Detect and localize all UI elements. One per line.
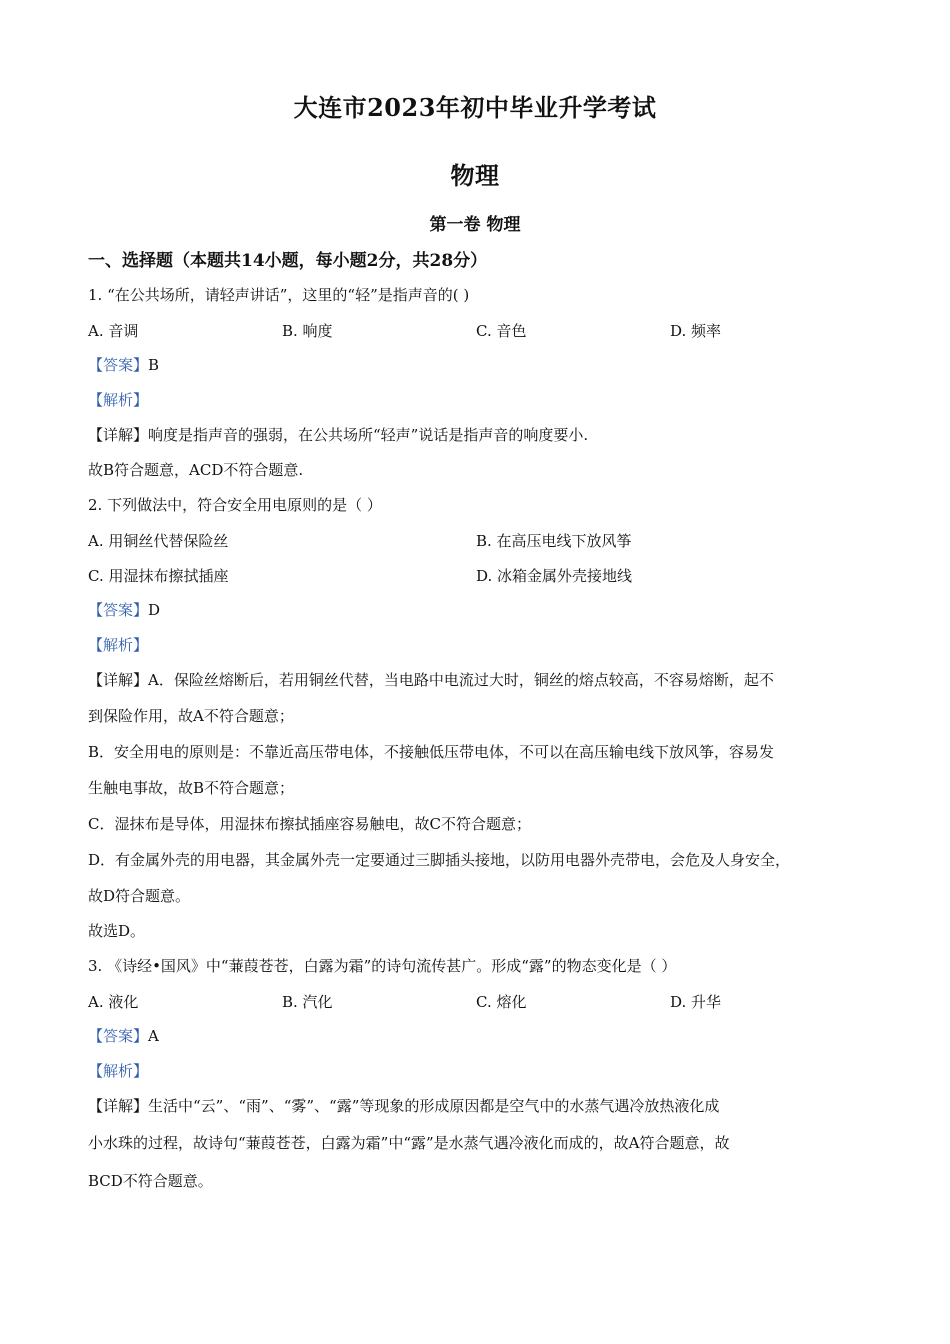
q2-detail-line-7: 故D符合题意。 (88, 887, 191, 905)
detail-tag: 【详解】 (88, 671, 149, 689)
q2-answer-line (88, 600, 160, 620)
q1-detail-line (88, 425, 588, 445)
q2-analysis-tag: 【解析】 (88, 636, 149, 654)
q3-answer-line (88, 1026, 159, 1046)
q2-detail-line-2: 到保险作用，故A不符合题意； (88, 707, 294, 725)
q2-detail-line-3: B．安全用电的原则是：不靠近高压带电体，不接触低压带电体，不可以在高压输电线下放风筝，容易发 (88, 743, 775, 761)
q2-detail-line-1 (88, 670, 774, 690)
q3-answer: A (148, 1027, 159, 1045)
q1-option-a: A. 音调 (88, 322, 139, 340)
q1-detail: 响度是指声音的强弱，在公共场所“轻声”说话是指声音的响度要小. (148, 426, 589, 444)
q2-detail-line-6: D．有金属外壳的用电器，其金属外壳一定要通过三脚插头接地，以防用电器外壳带电，会危及人身安全， (88, 851, 791, 869)
subject-title: 物理 (450, 161, 500, 190)
q2-option-c: C. 用湿抹布擦拭插座 (88, 567, 229, 585)
q2-detail-text: A．保险丝熔断后，若用铜丝代替，当电路中电流过大时，铜丝的熔点较高，不容易熔断，起不 (148, 671, 774, 689)
q1-analysis-tag: 【解析】 (88, 391, 149, 409)
q2-detail-line-4: 生触电事故，故B不符合题意； (88, 779, 295, 797)
q1-option-d: D. 频率 (670, 322, 722, 340)
q3-option-d: D. 升华 (670, 993, 722, 1011)
q2-detail-line-5: C．湿抹布是导体，用湿抹布擦拭插座容易触电，故C不符合题意； (88, 815, 531, 833)
q2-stem: 2. 下列做法中，符合安全用电原则的是（ ） (88, 496, 382, 514)
q2-detail-line-8: 故选D。 (88, 922, 146, 940)
exam-title: 大连市2023年初中毕业升学考试 (293, 93, 657, 122)
q1-option-c: C. 音色 (476, 322, 527, 340)
answer-tag: 【答案】 (88, 1027, 149, 1045)
q1-conclusion: 故B符合题意，ACD不符合题意. (88, 461, 304, 479)
q3-analysis-tag: 【解析】 (88, 1062, 149, 1080)
q3-detail-line-3: BCD不符合题意。 (88, 1172, 213, 1190)
answer-tag: 【答案】 (88, 601, 149, 619)
answer-tag: 【答案】 (88, 356, 149, 374)
q3-detail-line-2: 小水珠的过程，故诗句“蒹葭苍苍，白露为霜”中“露”是水蒸气遇冷液化而成的，故A符合题意，故 (88, 1134, 730, 1152)
detail-tag: 【详解】 (88, 1097, 149, 1115)
q3-detail-text: 生活中“云”、“雨”、“雾”、“露”等现象的形成原因都是空气中的水蒸气遇冷放热液化成 (148, 1097, 720, 1115)
q2-option-d: D. 冰箱金属外壳接地线 (476, 567, 633, 585)
q3-stem: 3. 《诗经•国风》中“蒹葭苍苍，白露为霜”的诗句流传甚广。形成“露”的物态变化是（ ） (88, 957, 677, 975)
q3-option-b: B. 汽化 (282, 993, 333, 1011)
q3-option-a: A. 液化 (88, 993, 139, 1011)
section-heading: 一、选择题（本题共14小题，每小题2分，共28分） (88, 251, 488, 271)
detail-tag: 【详解】 (88, 426, 149, 444)
q3-option-c: C. 熔化 (476, 993, 527, 1011)
volume-title: 第一卷 物理 (429, 215, 521, 235)
q3-detail-line-1 (88, 1096, 719, 1116)
q1-stem: 1. “在公共场所，请轻声讲话”，这里的“轻”是指声音的( ) (88, 286, 470, 304)
q1-option-b: B. 响度 (282, 322, 333, 340)
q1-answer: B (148, 356, 160, 374)
q2-option-a: A. 用铜丝代替保险丝 (88, 532, 229, 550)
q2-option-b: B. 在高压电线下放风筝 (476, 532, 632, 550)
q2-answer: D (148, 601, 161, 619)
q1-answer-line (88, 355, 159, 375)
